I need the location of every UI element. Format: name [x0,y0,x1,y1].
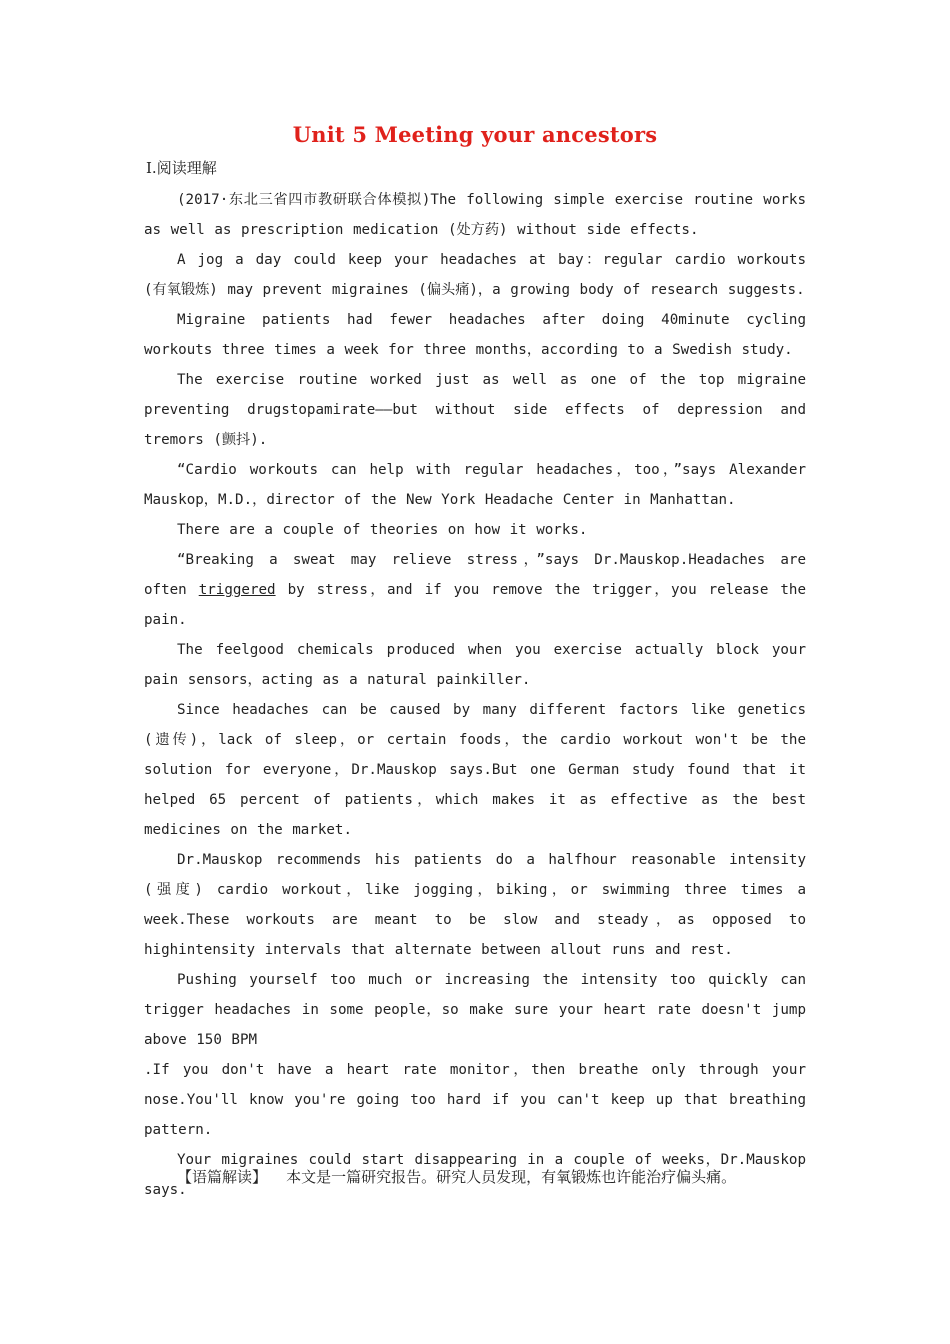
paragraph-3: Migraine patients had fewer headaches after doing 40minute cycling workouts three times a week for three months，according to a Swedish study. [144,312,806,358]
paragraph-7 [144,545,806,635]
reading-passage [144,185,806,1205]
paragraph-6: There are a couple of theories on how it works. [177,522,588,538]
paragraph-12: .If you don't have a heart rate monitor，then breathe only through your nose.You'll know you're going too hard if you can't keep up that breathing pattern. [144,1062,806,1138]
paragraph-11: Pushing yourself too much or increasing the intensity too quickly can trigger headaches in some people，so make sure your heart rate doesn't jump above 150 BPM [144,972,806,1048]
paragraph-10: Dr.Mauskop recommends his patients do a halfhour reasonable intensity (强度) cardio workout，like jogging，biking，or swimming three times a week.These workouts are meant to be slow and steady，as opposed to highintensity intervals that alternate between allout runs and rest. [144,852,806,958]
passage-summary [177,1166,736,1187]
paragraph-7-before: “Breaking a sweat may relieve stress，”says Dr.Mauskop.Headaches are often [144,552,806,598]
paragraph-2: A jog a day could keep your headaches at bay：regular cardio workouts (有氧锻炼) may prevent migraines (偏头痛)，a growing body of research suggests. [144,252,806,298]
paragraph-1: (2017·东北三省四市教研联合体模拟)The following simple exercise routine works as well as prescription medication (处方药) without side effects. [144,192,806,238]
underlined-word: triggered [198,582,276,598]
paragraph-13: Your migraines could start disappearing in a couple of weeks，Dr.Mauskop says. [144,1152,806,1198]
document-title: Unit 5 Meeting your ancestors [292,122,658,147]
paragraph-7-after: by stress，and if you remove the trigger，you release the pain. [144,582,807,628]
paragraph-8: The feelgood chemicals produced when you exercise actually block your pain sensors，acting as a natural painkiller. [144,642,806,688]
section-heading: Ⅰ.阅读理解 [146,159,217,177]
paragraph-9: Since headaches can be caused by many different factors like genetics (遗传)，lack of sleep，or certain foods，the cardio workout won't be the solution for everyone，Dr.Mauskop says.But one German study found that it helped 65 percent of patients，which makes it as effective as the best medicines on the market. [144,702,806,838]
paragraph-5: “Cardio workouts can help with regular headaches，too，”says Alexander Mauskop，M.D.，director of the New York Headache Center in Manhattan. [144,462,806,508]
summary-text: 本文是一篇研究报告。研究人员发现，有氧锻炼也许能治疗偏头痛。 [286,1168,737,1186]
summary-label: 【语篇解读】 [177,1168,268,1186]
paragraph-4: The exercise routine worked just as well as one of the top migraine preventing drugstopamirate——but without side effects of depression and tremors (颤抖). [144,372,806,448]
